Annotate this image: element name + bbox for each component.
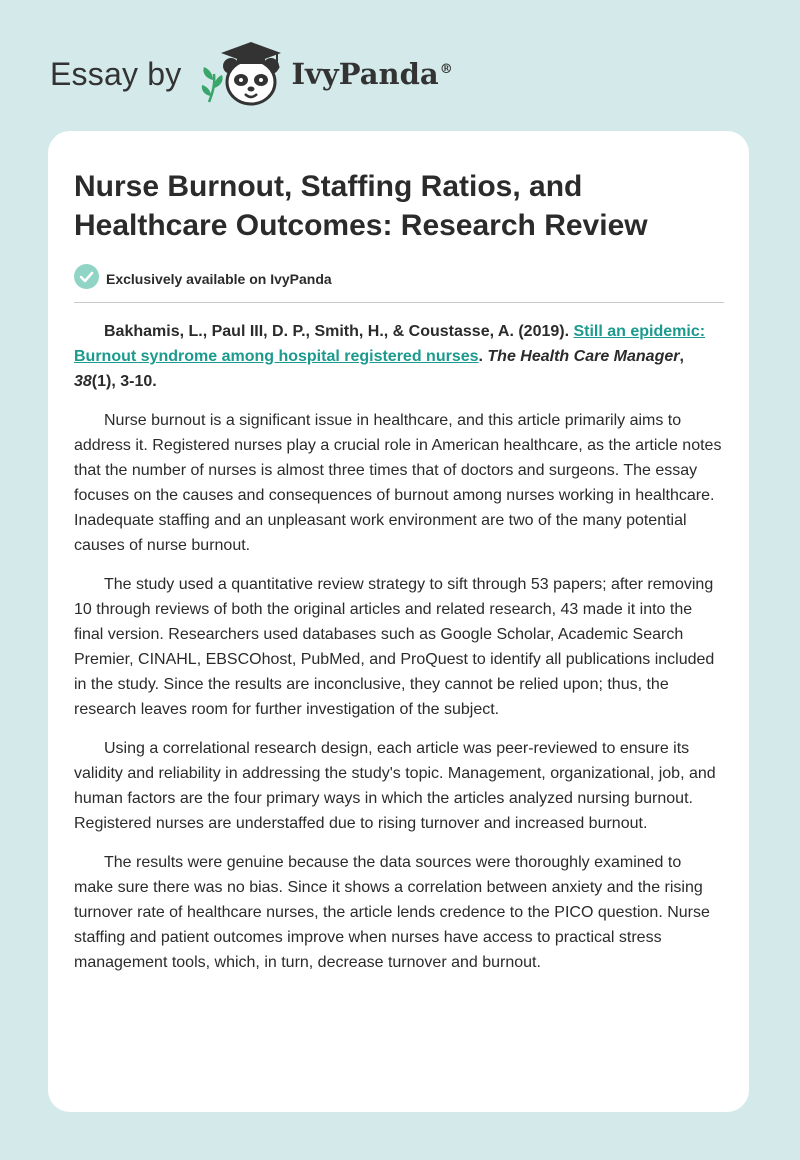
reference-sep: , [679, 348, 684, 365]
reference-authors: Bakhamis, L., Paul III, D. P., Smith, H., & Coustasse, A. (2019). [104, 323, 574, 340]
check-circle-icon [74, 264, 99, 294]
brand-name[interactable] [291, 57, 452, 91]
essay-body [74, 319, 724, 989]
page-title: Nurse Burnout, Staffing Ratios, and Healthcare Outcomes: Research Review [74, 170, 648, 242]
panda-logo-icon[interactable] [195, 36, 289, 112]
reference-after-link: . [478, 348, 488, 365]
reference-issue-pages: (1), 3-10. [91, 373, 157, 390]
exclusive-label: Exclusively available on IvyPanda [106, 271, 332, 287]
registered-mark: ® [439, 62, 453, 78]
brand-prefix: Essay by [50, 55, 182, 92]
reference-journal: The Health Care Manager [487, 348, 680, 365]
paragraph: Using a correlational research design, each article was peer-reviewed to ensure its validity and reliability in addressing the study's topic. Management, organizational, job, and human factors are the four primary ways in which the articles analyzed nursing burnout. Registered nurses are understaffed due to rising turnover and increased burnout. [74, 740, 716, 832]
paragraph: The study used a quantitative review strategy to sift through 53 papers; after removing 10 through reviews of both the original articles and related research, 43 made it into the final version. Researchers used databases such as Google Scholar, Academic Search Premier, CINAHL, EBSCOhost, PubMed, and ProQuest to identify all publications included in the study. Since the results are inconclusive, they cannot be relied upon; thus, the research leaves room for further investigation of the subject. [74, 576, 715, 718]
reference-citation [74, 319, 724, 394]
essay-card [48, 131, 749, 1112]
paragraph: Nurse burnout is a significant issue in healthcare, and this article primarily aims to address it. Registered nurses play a crucial role in American healthcare, as the article notes that the number of nurses is almost three times that of doctors and surgeons. The essay focuses on the causes and consequences of burnout among nurses working in healthcare. Inadequate staffing and an unpleasant work environment are two of the many potential causes of nurse burnout. [74, 412, 722, 554]
paragraph: The results were genuine because the data sources were thoroughly examined to make sure there was no bias. Since it shows a correlation between anxiety and the rising turnover rate of healthcare nurses, the article lends credence to the PICO question. Nurse staffing and patient outcomes improve when nurses have access to practical stress management tools, which, in turn, decrease turnover and burnout. [74, 854, 710, 971]
reference-link[interactable]: Still an epidemic: Burnout syndrome among hospital registered nurses [74, 323, 706, 365]
brand-name-text: IvyPanda [291, 57, 439, 91]
reference-volume: 38 [74, 373, 92, 390]
exclusive-badge [74, 264, 332, 294]
site-header [50, 36, 453, 112]
divider [74, 302, 724, 303]
